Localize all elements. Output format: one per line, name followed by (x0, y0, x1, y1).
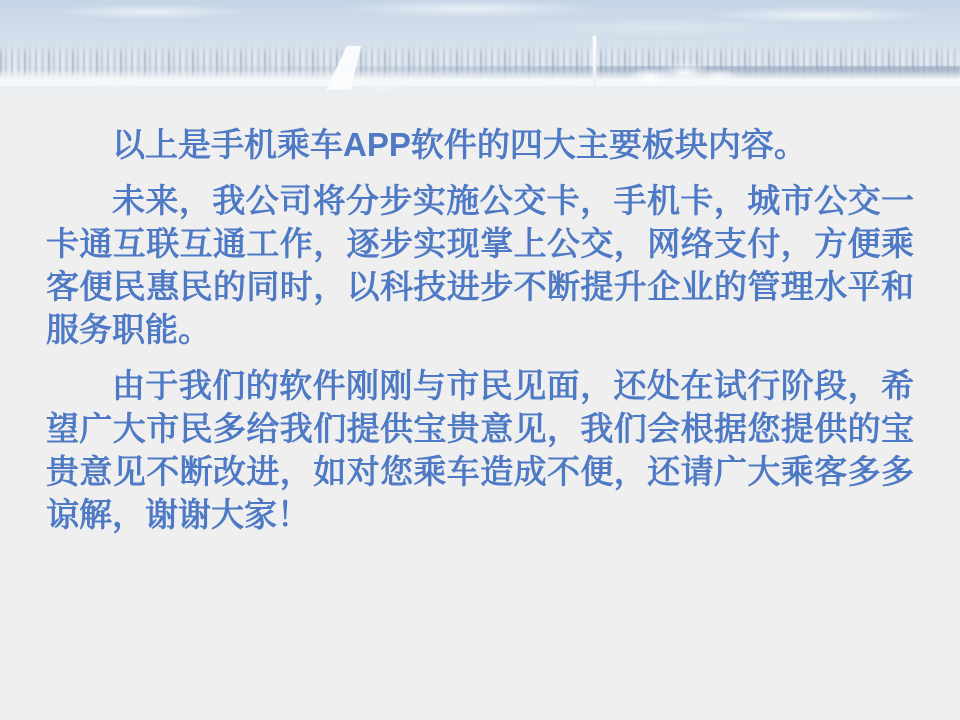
slide-body (0, 97, 960, 536)
paragraph-feedback-request: 由于我们的软件刚刚与市民见面，还处在试行阶段，希望广大市民多给我们提供宝贵意见，我们会根据您提供的宝贵意见不断改进，如对您乘车造成不便，还请广大乘客多多谅解，谢谢大家！ (46, 367, 914, 533)
tower-spire-shape (593, 36, 596, 88)
city-panorama-image (0, 0, 960, 97)
paragraph-future-plan: 未来，我公司将分步实施公交卡，手机卡，城市公交一卡通互联互通工作，逐步实现掌上公交，网络支付，方便乘客便民惠民的同时，以科技进步不断提升企业的管理水平和服务职能。 (46, 182, 914, 348)
skyline-strip-highlights (0, 83, 960, 96)
paragraph-app-summary: 以上是手机乘车APP软件的四大主要板块内容。 (112, 126, 807, 163)
